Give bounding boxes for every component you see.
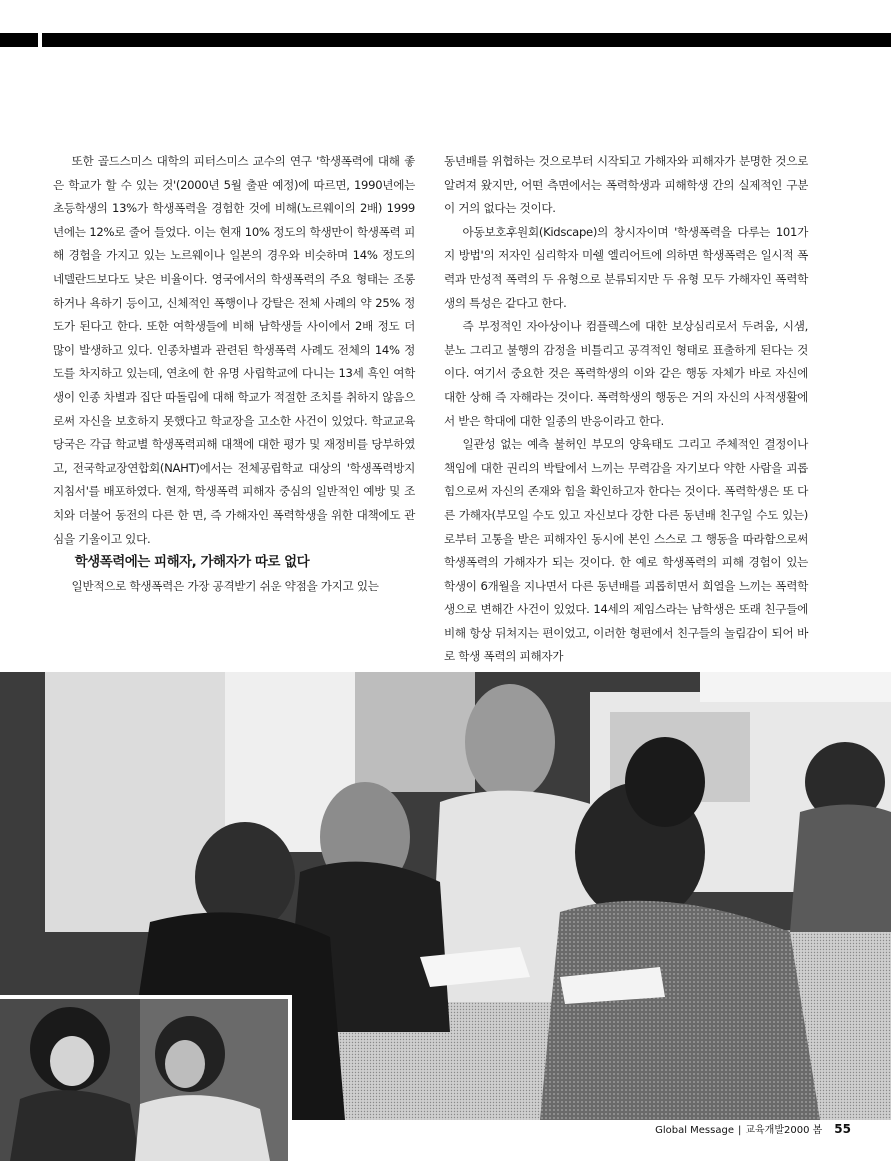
left-column	[53, 150, 415, 598]
right-paragraph-3: 즉 부정적인 자아상이나 컴플렉스에 대한 보상심리로서 두려움, 시샘, 분노 그리고 불행의 감정을 비틀리고 공격적인 형태로 표출하게 된다는 것이다. 여기서 중요한 것은 폭력학생의 이와 같은 행동 자체가 바로 자신에 대한 상해 즉 자해라는 것이다. 폭력학생의 행동은 거의 자신의 사적생활에서 받은 학대에 대한 일종의 반응이라고 한다.	[444, 319, 808, 428]
left-paragraph-2: 일반적으로 학생폭력은 가장 공격받기 쉬운 약점을 가지고 있는	[71, 578, 379, 593]
students-inset-illustration	[0, 999, 288, 1161]
right-paragraph-4: 일관성 없는 예측 불허인 부모의 양육태도 그리고 주체적인 결정이나 책임에 대한 권리의 박탈에서 느끼는 무력감을 자기보다 약한 사람을 괴롭힘으로써 자신의 존재와 힘을 확인하고자 한다는 것이다. 폭력학생은 또 다른 가해자(부모일 수도 있고 자신보다 강한 다른 동년배 친구일 수도 있는)로부터 고통을 받은 피해자인 동시에 본인 스스로 그 행동을 따라함으로써 학생폭력의 가해자가 되는 것이다. 한 예로 학생폭력의 피해 경험이 있는 학생이 6개월을 지나면서 다른 동년배를 괴롭히면서 희열을 느끼는 폭력학생으로 변해간 사건이 있었다. 14세의 제임스라는 남학생은 또래 친구들에 비해 항상 뒤쳐지는 편이었고, 이러한 형편에서 친구들의 놀림감이 되어 바로 학생 폭력의 피해자가	[444, 437, 808, 664]
issue-label: 교육개발2000 봄	[745, 1125, 823, 1136]
right-paragraph-2: 아동보호후원회(Kidscape)의 창시자이며 '학생폭력을 다루는 101가지 방법'의 저자인 심리학자 미쉘 엘리어트에 의하면 학생폭력은 일시적 폭력과 만성적 폭력의 두 유형으로 분류되지만 두 유형 모두 가해자인 폭력학생의 특성은 같다고 한다.	[444, 224, 808, 310]
section-subheading: 학생폭력에는 피해자, 가해자가 따로 없다	[74, 554, 310, 571]
header-bar	[42, 33, 891, 47]
publication-name: Global Message	[655, 1125, 734, 1136]
page-number: 55	[834, 1122, 851, 1136]
page-footer	[655, 1121, 851, 1139]
header-bar-left	[0, 33, 38, 47]
left-paragraph-1: 또한 골드스미스 대학의 피터스미스 교수의 연구 '학생폭력에 대해 좋은 학교가 할 수 있는 것'(2000년 5월 출판 예정)에 따르면, 1990년에는 초등학생의 13%가 학생폭력을 경험한 것에 비해(노르웨이의 2배) 1999년에는 12%로 줄어 들었다. 이는 현재 10% 정도의 학생만이 학생폭력 피해 경험을 가지고 있는 노르웨이나 일본의 경우와 비슷하며 14% 정도의 네델란드보다도 낮은 비율이다. 영국에서의 학생폭력의 주요 형태는 조롱하거나 욕하기 등이고, 신체적인 폭행이나 강탈은 전체 사례의 약 25% 정도가 된다고 한다. 또한 여학생들에 비해 남학생들 사이에서 2배 정도 더 많이 발생하고 있다. 인종차별과 관련된 학생폭력 사례도 전체의 14% 정도를 차지하고 있는데, 연초에 한 유명 사립학교에 다니는 13세 흑인 여학생이 인종 차별과 집단 따돌림에 대해 학교가 적절한 조치를 취하지 않음으로써 자신을 보호하지 못했다고 학교장을 고소한 사건이 있었다. 학교교육당국은 각급 학교별 학생폭력피해 대책에 대한 평가 및 재정비를 당부하였고, 전국학교장연합회(NAHT)에서는 전체공립학교 대상의 '학생폭력방지 지침서'를 배포하였다. 현재, 학생폭력 피해자 중심의 일반적인 예방 및 조치와 더불어 동전의 다른 한 면, 즉 가해자인 폭력학생을 위한 대책에도 관심을 기울이고 있다.	[53, 154, 415, 546]
right-paragraph-1: 동년배를 위협하는 것으로부터 시작되고 가해자와 피해자가 분명한 것으로 알려져 왔지만, 어떤 측면에서는 폭력학생과 피해학생 간의 실제적인 구분이 거의 없다는 것이다.	[444, 154, 808, 216]
students-inset-photo	[0, 995, 292, 1161]
right-column	[444, 150, 808, 669]
footer-separator: |	[737, 1125, 742, 1136]
